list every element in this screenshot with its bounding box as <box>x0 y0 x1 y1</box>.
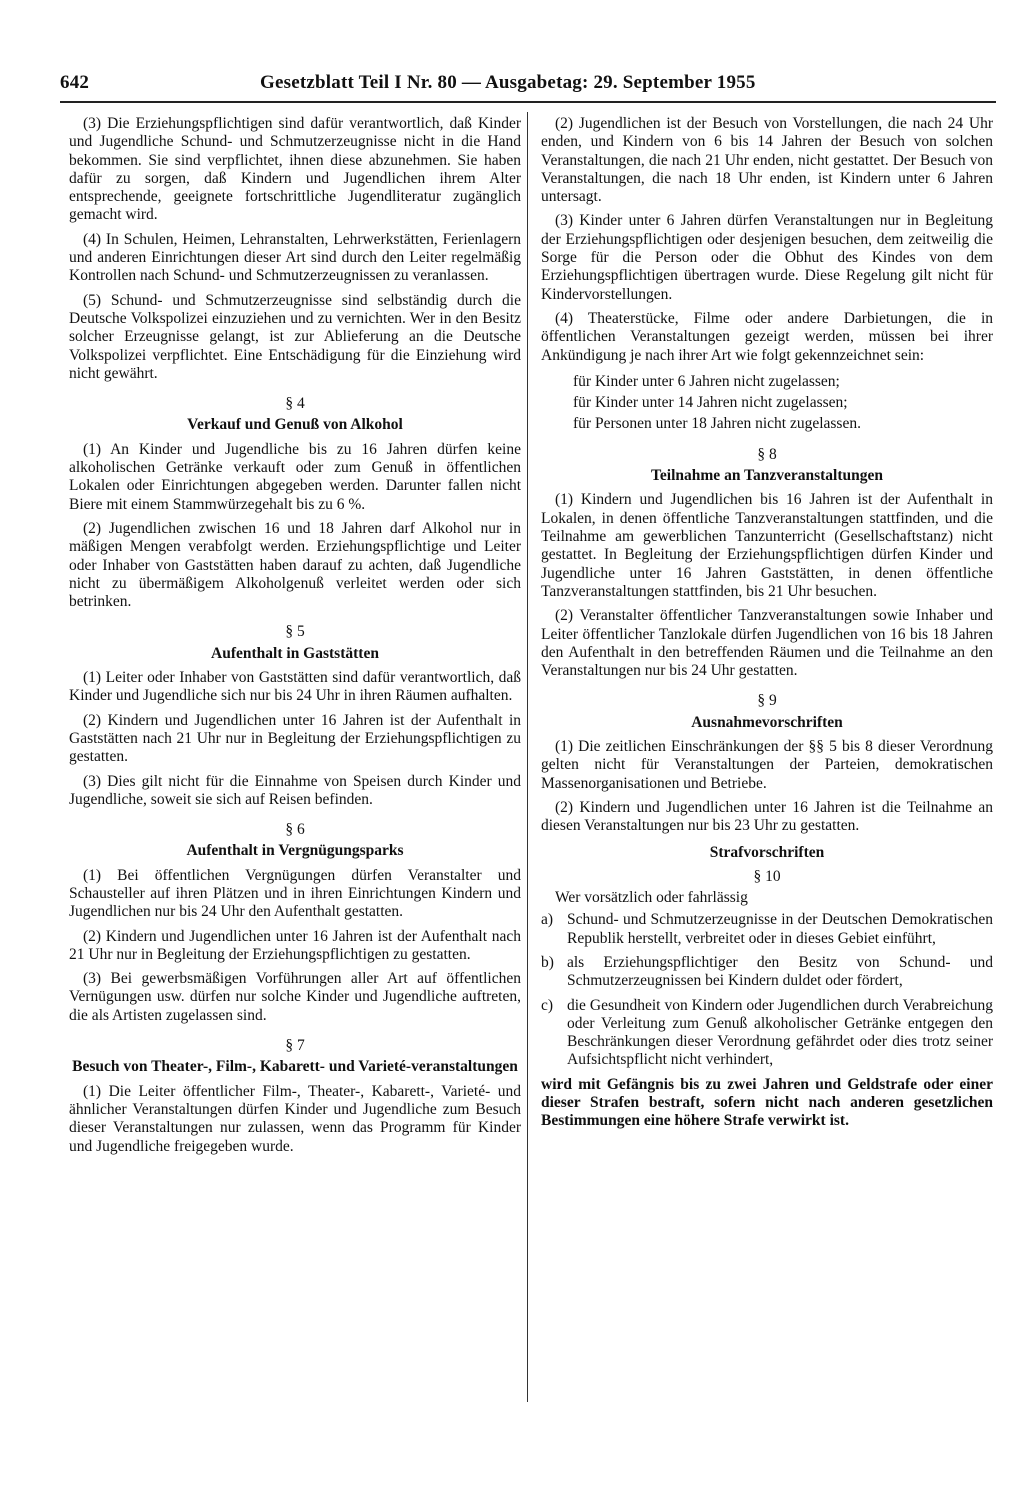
section-sign: § 10 <box>753 867 781 885</box>
paragraph: (2) Jugendlichen zwischen 16 und 18 Jahren darf Alkohol nur in mäßigen Mengen verabfolgt werden. Erziehungspflichtige und Leiter oder Inhaber von Gaststätten haben darauf zu achten, daß Jugendliche nicht zu übermäßigem Alkoholgenuß verleitet werden oder sich betrinken. <box>69 519 521 611</box>
section-heading: Verkauf und Genuß von Alkohol <box>187 416 403 434</box>
section-sign: § 8 <box>757 445 777 463</box>
paragraph: Wer vorsätzlich oder fahrlässig <box>555 889 748 907</box>
item-label: a) <box>541 911 554 929</box>
paragraph: (1) Leiter oder Inhaber von Gaststätten sind dafür verantwortlich, daß Kinder und Jugendliche sich nur bis 24 Uhr in ihren Räumen aufhalten. <box>69 669 521 705</box>
paragraph: (1) Die zeitlichen Einschränkungen der §§ 5 bis 8 dieser Verordnung gelten nicht für Veranstaltungen der Parteien, demokratischen Massenorganisationen und Betriebe. <box>541 738 993 792</box>
paragraph: (4) In Schulen, Heimen, Lehranstalten, Lehrwerkstätten, Ferienlagern und anderen Einrichtungen dieser Art sind durch den Leiter regelmäßig Kontrollen nach Schund- und Schmutzerzeugnissen zu veranlassen. <box>69 230 521 285</box>
section-sign: § 9 <box>757 692 777 710</box>
list-item <box>541 954 993 991</box>
section-heading: Besuch von Theater-, Film-, Kabarett- und Varieté-veranstaltungen <box>72 1058 518 1076</box>
section-heading: Aufenthalt in Gaststätten <box>211 644 379 662</box>
paragraph: (2) Jugendlichen ist der Besuch von Vorstellungen, die nach 24 Uhr enden, und Kindern von 6 bis 14 Jahren der Besuch von solchen Veranstaltungen, die nach 21 Uhr enden, nicht gestattet. Der Besuch von Veranstaltungen, die nach 18 Uhr enden, ist Kindern unter 6 Jahren untersagt. <box>541 115 993 206</box>
section-sign: § 6 <box>285 821 305 839</box>
paragraph: (2) Veranstalter öffentlicher Tanzveranstaltungen sowie Inhaber und Leiter öffentlicher Tanzlokale dürfen Jugendlichen von 16 bis 18 Jahren den Aufenthalt in den betreffenden Räumen und die Teilnahme an den Veranstaltungen nur bis 24 Uhr gestatten. <box>541 607 993 680</box>
left-column <box>69 115 521 1162</box>
header-rule <box>60 101 996 103</box>
paragraph: (1) An Kinder und Jugendliche bis zu 16 Jahren dürfen keine alkoholischen Getränke verkauft oder zum Genuß in öffentlichen Lokalen oder Einrichtungen abgegeben werden. Darunter fallen nicht Biere mit einem Stammwürzegehalt bis zu 6 %. <box>69 440 521 513</box>
paragraph: (1) Kindern und Jugendlichen bis 16 Jahren ist der Aufenthalt in Lokalen, in denen öffentliche Tanzveranstaltungen stattfinden, und die Teilnahme am gewerblichen Tanzunterricht (Gesellschaftstanz) nicht gestattet. In Begleitung der Erziehungspflichtigen dürfen Kinder und Jugendliche unter 16 Jahren Gaststätten, in denen öffentliche Tanzveranstaltungen stattfinden, bis 21 Uhr besuchen. <box>541 491 993 600</box>
section-sign: § 5 <box>285 623 305 641</box>
paragraph: (3) Bei gewerbsmäßigen Vorführungen aller Art auf öffentlichen Vernügungen usw. dürfen nur solche Kinder und Jugendliche auftreten, die als Artisten zugelassen sind. <box>69 970 521 1024</box>
list-item <box>541 911 993 948</box>
list-item: für Kinder unter 6 Jahren nicht zugelassen; <box>573 372 840 390</box>
column-divider <box>527 112 528 1402</box>
list-item: für Personen unter 18 Jahren nicht zugelassen. <box>573 414 861 432</box>
right-column <box>541 115 993 1137</box>
page-number: 642 <box>60 72 90 93</box>
age-rating-list <box>541 371 993 434</box>
header-title: Gesetzblatt Teil I Nr. 80 — Ausgabetag: 29. September 1955 <box>260 72 756 93</box>
item-text: Schund- und Schmutzerzeugnisse in der Deutschen Demokratischen Republik herstellt, verbreitet oder in dieses Gebiet einführt, <box>567 911 993 947</box>
paragraph: (4) Theaterstücke, Filme oder andere Darbietungen, die in öffentlichen Veranstaltungen gezeigt werden, müssen bei ihrer Ankündigung je nach ihrer Art wie folgt gekennzeichnet sein: <box>541 309 993 364</box>
item-text: als Erziehungspflichtiger den Besitz von Schund- und Schmutzerzeugnissen bei Kindern duldet oder fördert, <box>567 953 993 990</box>
section-sign: § 7 <box>285 1037 305 1055</box>
paragraph: (1) Bei öffentlichen Vergnügungen dürfen Veranstalter und Schausteller auf ihren Plätzen und in ihren Einrichtungen Kindern und Jugendlichen nur bis 24 Uhr den Aufenthalt gestatten. <box>69 866 521 921</box>
paragraph: wird mit Gefängnis bis zu zwei Jahren und Geldstrafe oder einer dieser Strafen bestraft, sofern nicht nach anderen gesetzlichen Bestimmungen eine höhere Strafe verwirkt ist. <box>541 1075 993 1130</box>
paragraph: (2) Kindern und Jugendlichen unter 16 Jahren ist der Aufenthalt nach 21 Uhr nur in Begleitung der Erziehungspflichtigen zu gestatten. <box>69 927 521 963</box>
paragraph: (3) Dies gilt nicht für die Einnahme von Speisen durch Kinder und Jugendliche, soweit sie sich auf Reisen befinden. <box>69 772 521 808</box>
section-heading: Ausnahmevorschriften <box>691 713 843 731</box>
item-text: die Gesundheit von Kindern oder Jugendlichen durch Verabreichung oder Verleitung zum Genuß alkoholischer Getränke entgegen den Beschränkungen dieser Verordnung gefährdet oder dies trotz seiner Aufsichtspflicht nicht verhindert, <box>567 996 993 1069</box>
item-label: b) <box>541 953 554 971</box>
section-heading: Strafvorschriften <box>709 843 825 861</box>
paragraph: (3) Die Erziehungspflichtigen sind dafür verantwortlich, daß Kinder und Jugendliche Schund- und Schmutzerzeugnisse nicht in die Hand bekommen. Sie sind verpflichtet, ihnen diese abzunehmen. Sie haben dafür zu sorgen, daß Kindern und Jugendlichen ihrem Alter entsprechende, geeignete fortschrittliche Jugendliteratur zugänglich gemacht wird. <box>69 115 521 224</box>
section-heading: Aufenthalt in Vergnügungsparks <box>186 842 404 860</box>
paragraph: (3) Kinder unter 6 Jahren dürfen Veranstaltungen nur in Begleitung der Erziehungspflichtigen oder desjenigen besuchen, dem zeitweilig die Sorge für die Person oder die Obhut des Kindes von dem Erziehungspflichtigen übertragen wurde. Diese Regelung gilt nicht für Kindervorstellungen. <box>541 212 993 303</box>
paragraph: (2) Kindern und Jugendlichen unter 16 Jahren ist der Aufenthalt in Gaststätten nach 21 Uhr nur in Begleitung der Erziehungspflichtigen zu gestatten. <box>69 711 521 766</box>
section-heading: Teilnahme an Tanzveranstaltungen <box>651 467 883 485</box>
section-sign: § 4 <box>285 395 305 413</box>
list-item <box>541 997 993 1070</box>
paragraph: (2) Kindern und Jugendlichen unter 16 Jahren ist die Teilnahme an diesen Veranstaltungen nur bis 23 Uhr zu gestatten. <box>541 798 993 835</box>
paragraph: (1) Die Leiter öffentlicher Film-, Theater-, Kabarett-, Varieté- und ähnlicher Veranstaltungen dürfen Kinder und Jugendliche zum Besuch dieser Veranstaltungen nur zulassen, wenn das Programm für Kinder und Jugendliche freigegeben wurde. <box>69 1082 521 1155</box>
page-header <box>60 72 996 100</box>
list-item: für Kinder unter 14 Jahren nicht zugelassen; <box>573 393 848 411</box>
paragraph: (5) Schund- und Schmutzerzeugnisse sind selbständig durch die Deutsche Volkspolizei einzuziehen und zu vernichten. Wer in den Besitz solcher Erzeugnisse gelangt, ist zur Ablieferung an die Deutsche Volkspolizei verpflichtet. Eine Entschädigung für die Einziehung wird nicht gewährt. <box>69 291 521 382</box>
item-label: c) <box>541 996 554 1014</box>
